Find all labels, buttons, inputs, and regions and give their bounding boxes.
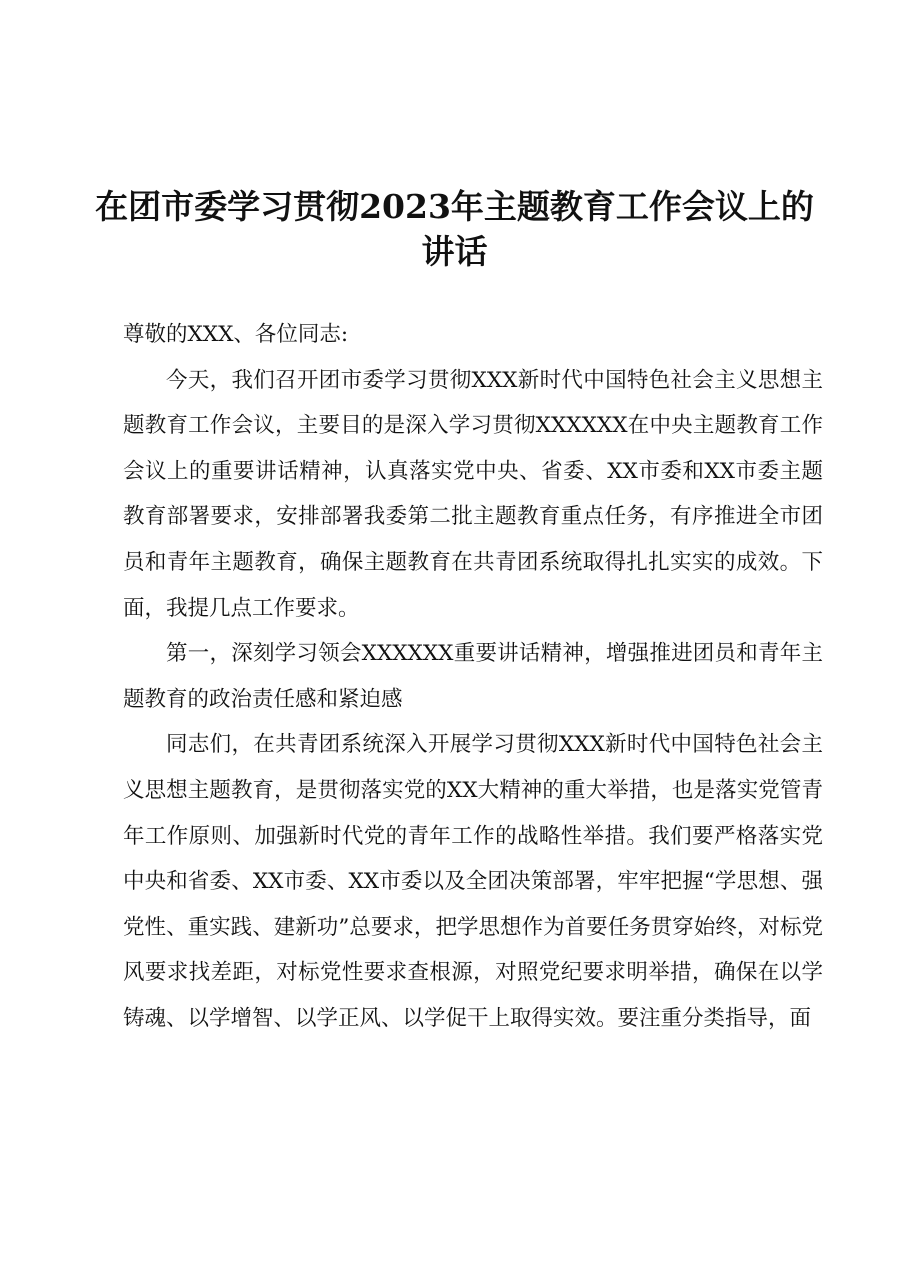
salutation: 尊敬的XXX、各位同志: xyxy=(123,322,349,347)
paragraph-body: 同志们，在共青团系统深入开展学习贯彻XXX新时代中国特色社会主义思想主题教育，是贯彻落实党的XX大精神的重大举措，也是落实党管青年工作原则、加强新时代党的青年工作的战略性举措。我们要严格落实党中央和省委、XX市委、XX市委以及全团决策部署，牢牢把握“学思想、强党性、重实践、建新功”总要求，把学思想作为首要任务贯穿始终，对标党风要求找差距，对标党性要求查根源，对照党纪要求明举措，确保在以学铸魂、以学增智、以学正风、以学促干上取得实效。要注重分类指导，面 xyxy=(123,732,823,1031)
paragraph-opening: 今天，我们召开团市委学习贯彻XXX新时代中国特色社会主义思想主题教育工作会议，主要目的是深入学习贯彻XXXXXX在中央主题教育工作会议上的重要讲话精神，认真落实党中央、省委、XX市委和XX市委主题教育部署要求，安排部署我委第二批主题教育重点任务，有序推进全市团员和青年主题教育，确保主题教育在共青团系统取得扎扎实实的成效。下面，我提几点工作要求。 xyxy=(123,367,823,621)
document-body xyxy=(123,312,823,1042)
paragraph-section-heading: 第一，深刻学习领会XXXXXX重要讲话精神，增强推进团员和青年主题教育的政治责任感和紧迫感 xyxy=(123,641,823,712)
document-title: 在团市委学习贯彻2023年主题教育工作会议上的讲话 xyxy=(95,187,814,271)
